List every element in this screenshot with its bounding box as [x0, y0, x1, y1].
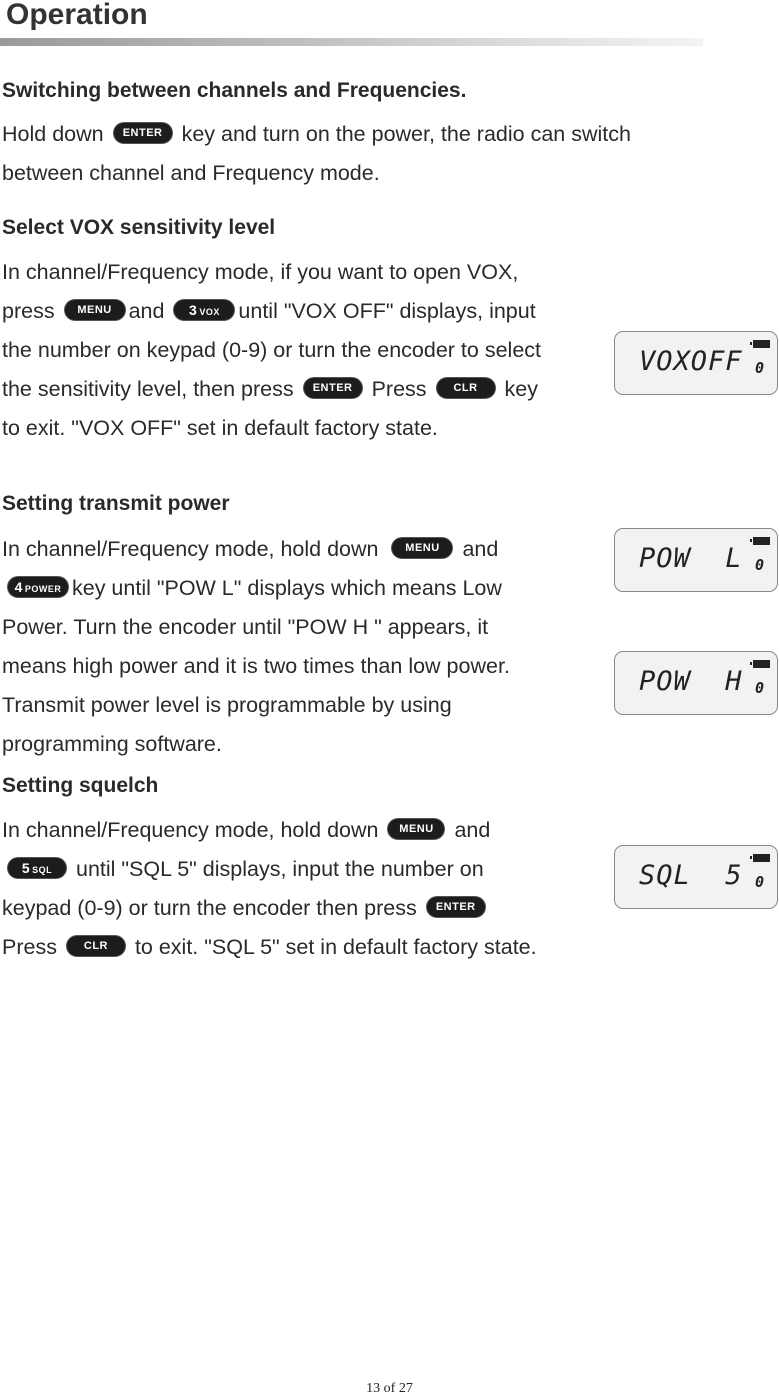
- key-sub-label: POWER: [24, 584, 62, 595]
- text-line: [2, 928, 537, 967]
- menu-key-icon: [65, 300, 125, 320]
- section-body-power: [2, 530, 510, 764]
- text-fragment: In channel/Frequency mode, hold down: [2, 818, 379, 842]
- text-fragment: In channel/Frequency mode, hold down: [2, 537, 379, 561]
- text-line: [2, 850, 537, 889]
- text-fragment: until "VOX OFF" displays, input: [238, 299, 536, 323]
- text-line: between channel and Frequency mode.: [2, 161, 380, 185]
- enter-key-icon: [114, 123, 172, 143]
- text-line: means high power and it is two times than low power.: [2, 654, 510, 678]
- vox-3-key-icon: [174, 300, 234, 320]
- text-line: programming software.: [2, 732, 222, 756]
- enter-key-icon: [427, 897, 485, 917]
- section-heading-switching: Switching between channels and Frequencies.: [2, 79, 467, 102]
- enter-key-icon: [304, 378, 362, 398]
- page-number: 13 of 27: [366, 1381, 413, 1396]
- section-heading-vox: Select VOX sensitivity level: [2, 216, 276, 239]
- key-sub-label: SQL: [32, 865, 53, 876]
- key-label: MENU: [77, 304, 112, 317]
- clr-key-icon: [437, 378, 495, 398]
- text-fragment: and: [454, 818, 491, 842]
- text-line: Transmit power level is programmable by using: [2, 693, 452, 717]
- text-line: [2, 811, 537, 850]
- page-title: Operation: [6, 0, 148, 31]
- text-fragment: the sensitivity level, then press: [2, 377, 294, 401]
- text-fragment: Press: [371, 377, 427, 401]
- section-heading-power: Setting transmit power: [2, 492, 230, 515]
- key-sub-label: VOX: [199, 307, 220, 318]
- text-line: [2, 370, 541, 409]
- text-line: [2, 569, 510, 608]
- channel-indicator: 0: [754, 679, 764, 697]
- text-line: the number on keypad (0-9) or turn the encoder to select: [2, 338, 542, 362]
- text-fragment: key until "POW L" displays which means Low: [72, 576, 502, 600]
- lcd-text: SQL 5: [639, 860, 743, 891]
- lcd-display-pow-l: [614, 528, 778, 592]
- text-line: [2, 115, 631, 154]
- power-4-key-icon: [8, 577, 68, 597]
- clr-key-icon: [67, 936, 125, 956]
- text-line: [2, 292, 541, 331]
- text-fragment: key: [504, 377, 538, 401]
- key-label: ENTER: [312, 382, 353, 395]
- lcd-display-vox-off: [614, 331, 778, 395]
- channel-indicator: 0: [754, 556, 764, 574]
- text-fragment: Press: [2, 935, 57, 959]
- lcd-display-pow-h: [614, 651, 778, 715]
- sql-5-key-icon: [8, 858, 66, 878]
- text-fragment: and: [462, 537, 499, 561]
- text-line: Power. Turn the encoder until "POW H " appears, it: [2, 615, 489, 639]
- key-number: 3: [189, 302, 198, 319]
- text-fragment: keypad (0-9) or turn the encoder then press: [2, 896, 417, 920]
- key-number: 4: [14, 579, 23, 596]
- menu-key-icon: [388, 819, 444, 839]
- text-fragment: until "SQL 5" displays, input the number on: [75, 857, 484, 881]
- lcd-text: POW L: [639, 543, 743, 574]
- channel-indicator: 0: [754, 359, 764, 377]
- menu-key-icon: [392, 538, 452, 558]
- key-label: ENTER: [122, 127, 163, 140]
- channel-indicator: 0: [754, 873, 764, 891]
- section-body-squelch: [2, 811, 537, 967]
- key-number: 5: [21, 860, 31, 877]
- title-divider: [0, 38, 703, 46]
- battery-icon: [753, 340, 770, 348]
- key-label: CLR: [83, 940, 108, 953]
- text-line: [2, 530, 510, 569]
- text-fragment: and: [128, 299, 165, 323]
- section-body-switching: [2, 115, 631, 193]
- key-label: CLR: [453, 382, 478, 395]
- text-line: In channel/Frequency mode, if you want to open VOX,: [2, 260, 519, 284]
- lcd-display-sql-5: [614, 845, 778, 909]
- key-label: MENU: [405, 542, 440, 555]
- battery-icon: [753, 660, 770, 668]
- text-line: [2, 889, 537, 928]
- text-fragment: press: [2, 299, 55, 323]
- text-line: to exit. "VOX OFF" set in default factory state.: [2, 416, 438, 440]
- text-fragment: to exit. "SQL 5" set in default factory state.: [134, 935, 537, 959]
- text-fragment: key and turn on the power, the radio can switch: [181, 122, 631, 146]
- text-fragment: Hold down: [2, 122, 104, 146]
- battery-icon: [753, 537, 770, 545]
- lcd-text: VOXOFF: [639, 346, 743, 377]
- section-body-vox: [2, 253, 541, 448]
- battery-icon: [753, 854, 770, 862]
- key-label: ENTER: [435, 901, 476, 914]
- lcd-text: POW H: [639, 666, 743, 697]
- section-heading-squelch: Setting squelch: [2, 774, 159, 797]
- key-label: MENU: [399, 823, 434, 836]
